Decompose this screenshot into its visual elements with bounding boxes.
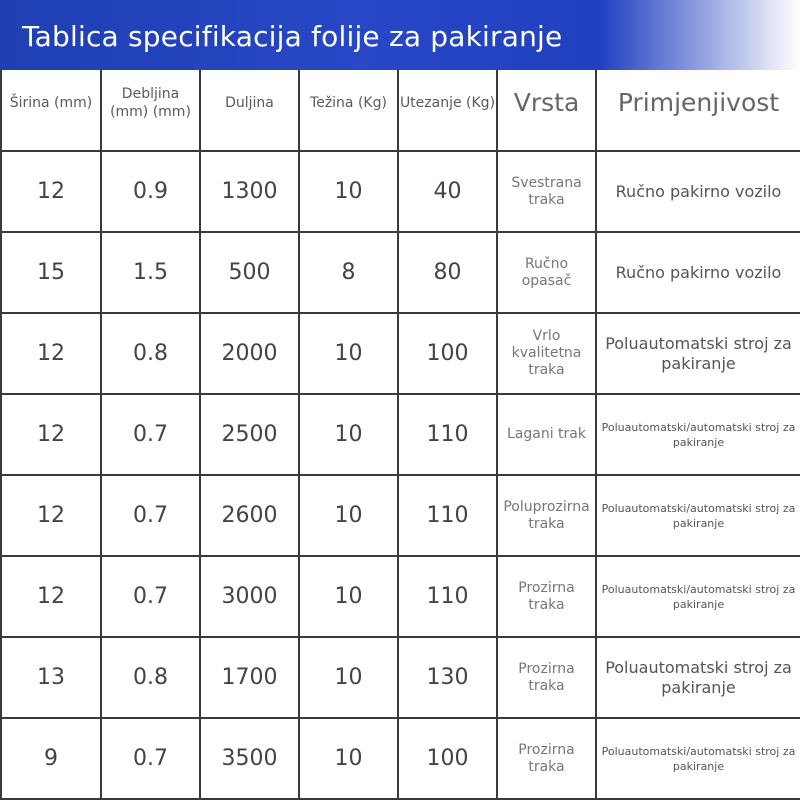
table-row: [1, 637, 800, 718]
cell-value: Poluautomatski stroj za pakiranje: [605, 657, 792, 697]
cell-sirina: [1, 637, 101, 718]
cell-value: Poluautomatski/automatski stroj za pakiranje: [601, 501, 796, 530]
cell-vrsta: [497, 232, 596, 313]
cell-value: 500: [228, 260, 271, 285]
cell-value: Poluprozirna traka: [503, 498, 590, 532]
cell-value: 0.9: [133, 179, 168, 204]
cell-value: 10: [334, 179, 363, 204]
cell-value: Svestrana traka: [511, 174, 582, 208]
cell-utezanje: [398, 151, 497, 232]
cell-value: Poluautomatski/automatski stroj za pakiranje: [601, 582, 796, 611]
cell-value: 1700: [221, 665, 278, 690]
cell-value: 110: [426, 422, 469, 447]
column-header-label: Debljina (mm) (mm): [110, 86, 191, 120]
cell-value: 10: [334, 503, 363, 528]
column-header: [398, 70, 497, 151]
table-row: [1, 151, 800, 232]
cell-value: 10: [334, 584, 363, 609]
cell-primjenjivost: [596, 151, 800, 232]
cell-value: 2000: [221, 341, 278, 366]
cell-sirina: [1, 718, 101, 799]
cell-value: 13: [37, 665, 65, 690]
table-row: [1, 313, 800, 394]
cell-value: 10: [334, 341, 363, 366]
cell-utezanje: [398, 313, 497, 394]
cell-value: Prozirna traka: [518, 660, 575, 694]
cell-value: 0.7: [133, 503, 168, 528]
cell-value: 0.7: [133, 422, 168, 447]
cell-duljina: [200, 718, 299, 799]
cell-utezanje: [398, 637, 497, 718]
cell-value: 3000: [221, 584, 278, 609]
cell-tezina: [299, 637, 398, 718]
cell-value: 10: [334, 422, 363, 447]
cell-value: 2500: [221, 422, 278, 447]
cell-vrsta: [497, 475, 596, 556]
cell-vrsta: [497, 151, 596, 232]
cell-value: 10: [334, 665, 363, 690]
cell-tezina: [299, 232, 398, 313]
cell-debljina: [101, 394, 200, 475]
cell-debljina: [101, 232, 200, 313]
cell-debljina: [101, 556, 200, 637]
cell-duljina: [200, 151, 299, 232]
cell-vrsta: [497, 637, 596, 718]
cell-value: 15: [37, 260, 65, 285]
cell-primjenjivost: [596, 718, 800, 799]
cell-utezanje: [398, 475, 497, 556]
cell-value: 8: [341, 260, 356, 285]
table-body: [1, 151, 800, 799]
cell-value: 3500: [221, 746, 278, 771]
cell-duljina: [200, 232, 299, 313]
cell-tezina: [299, 475, 398, 556]
cell-value: Poluautomatski/automatski stroj za pakiranje: [601, 744, 796, 773]
page-title: Tablica specifikacija folije za pakiranje: [22, 20, 563, 53]
column-header-label: Težina (Kg): [310, 95, 387, 111]
cell-duljina: [200, 637, 299, 718]
title-banner: [0, 0, 800, 70]
cell-tezina: [299, 313, 398, 394]
cell-value: Ručno opasač: [521, 255, 572, 289]
table-row: [1, 556, 800, 637]
cell-value: Prozirna traka: [518, 741, 575, 775]
cell-vrsta: [497, 394, 596, 475]
cell-debljina: [101, 151, 200, 232]
cell-sirina: [1, 475, 101, 556]
cell-value: 100: [426, 746, 469, 771]
cell-sirina: [1, 313, 101, 394]
cell-tezina: [299, 718, 398, 799]
cell-utezanje: [398, 232, 497, 313]
cell-value: 2600: [221, 503, 278, 528]
column-header-label: Primjenjivost: [617, 88, 780, 117]
cell-value: Poluautomatski stroj za pakiranje: [605, 333, 792, 373]
cell-value: 0.7: [133, 746, 168, 771]
cell-value: Poluautomatski/automatski stroj za pakiranje: [601, 420, 796, 449]
cell-value: 1.5: [133, 260, 168, 285]
cell-primjenjivost: [596, 394, 800, 475]
cell-tezina: [299, 394, 398, 475]
column-header: [101, 70, 200, 151]
cell-vrsta: [497, 556, 596, 637]
column-header: [299, 70, 398, 151]
cell-value: 12: [37, 503, 65, 528]
cell-debljina: [101, 313, 200, 394]
cell-utezanje: [398, 394, 497, 475]
table-row: [1, 475, 800, 556]
column-header-label: Širina (mm): [9, 95, 93, 111]
cell-debljina: [101, 637, 200, 718]
header-row: [1, 70, 800, 151]
cell-sirina: [1, 151, 101, 232]
cell-value: 12: [37, 422, 65, 447]
cell-value: Vrlo kvalitetna traka: [511, 328, 582, 378]
cell-value: 40: [433, 179, 462, 204]
cell-value: 130: [426, 665, 469, 690]
cell-value: Ručno pakirno vozilo: [615, 181, 782, 201]
cell-vrsta: [497, 313, 596, 394]
cell-debljina: [101, 475, 200, 556]
cell-value: 0.8: [133, 341, 168, 366]
cell-value: 0.7: [133, 584, 168, 609]
column-header-label: Vrsta: [513, 88, 580, 117]
cell-sirina: [1, 232, 101, 313]
column-header: [1, 70, 101, 151]
cell-duljina: [200, 556, 299, 637]
cell-sirina: [1, 394, 101, 475]
table-row: [1, 718, 800, 799]
cell-value: 10: [334, 746, 363, 771]
cell-primjenjivost: [596, 475, 800, 556]
cell-utezanje: [398, 718, 497, 799]
cell-duljina: [200, 475, 299, 556]
column-header: [596, 70, 800, 151]
cell-utezanje: [398, 556, 497, 637]
column-header-label: Utezanje (Kg): [399, 95, 496, 111]
cell-value: Ručno pakirno vozilo: [615, 262, 782, 282]
spec-table: [0, 70, 800, 800]
cell-primjenjivost: [596, 313, 800, 394]
cell-value: 1300: [221, 179, 278, 204]
cell-debljina: [101, 718, 200, 799]
column-header: [200, 70, 299, 151]
cell-value: 0.8: [133, 665, 168, 690]
table-row: [1, 232, 800, 313]
cell-vrsta: [497, 718, 596, 799]
cell-tezina: [299, 556, 398, 637]
cell-value: 80: [433, 260, 462, 285]
table-row: [1, 394, 800, 475]
cell-value: 12: [37, 341, 65, 366]
cell-value: 100: [426, 341, 469, 366]
cell-value: 110: [426, 584, 469, 609]
cell-value: 12: [37, 179, 65, 204]
cell-tezina: [299, 151, 398, 232]
cell-primjenjivost: [596, 232, 800, 313]
cell-primjenjivost: [596, 637, 800, 718]
column-header: [497, 70, 596, 151]
cell-value: Prozirna traka: [518, 579, 575, 613]
cell-sirina: [1, 556, 101, 637]
cell-value: Lagani trak: [507, 426, 586, 442]
cell-value: 9: [44, 746, 58, 771]
cell-duljina: [200, 313, 299, 394]
cell-value: 12: [37, 584, 65, 609]
cell-duljina: [200, 394, 299, 475]
column-header-label: Duljina: [225, 95, 274, 111]
cell-primjenjivost: [596, 556, 800, 637]
cell-value: 110: [426, 503, 469, 528]
